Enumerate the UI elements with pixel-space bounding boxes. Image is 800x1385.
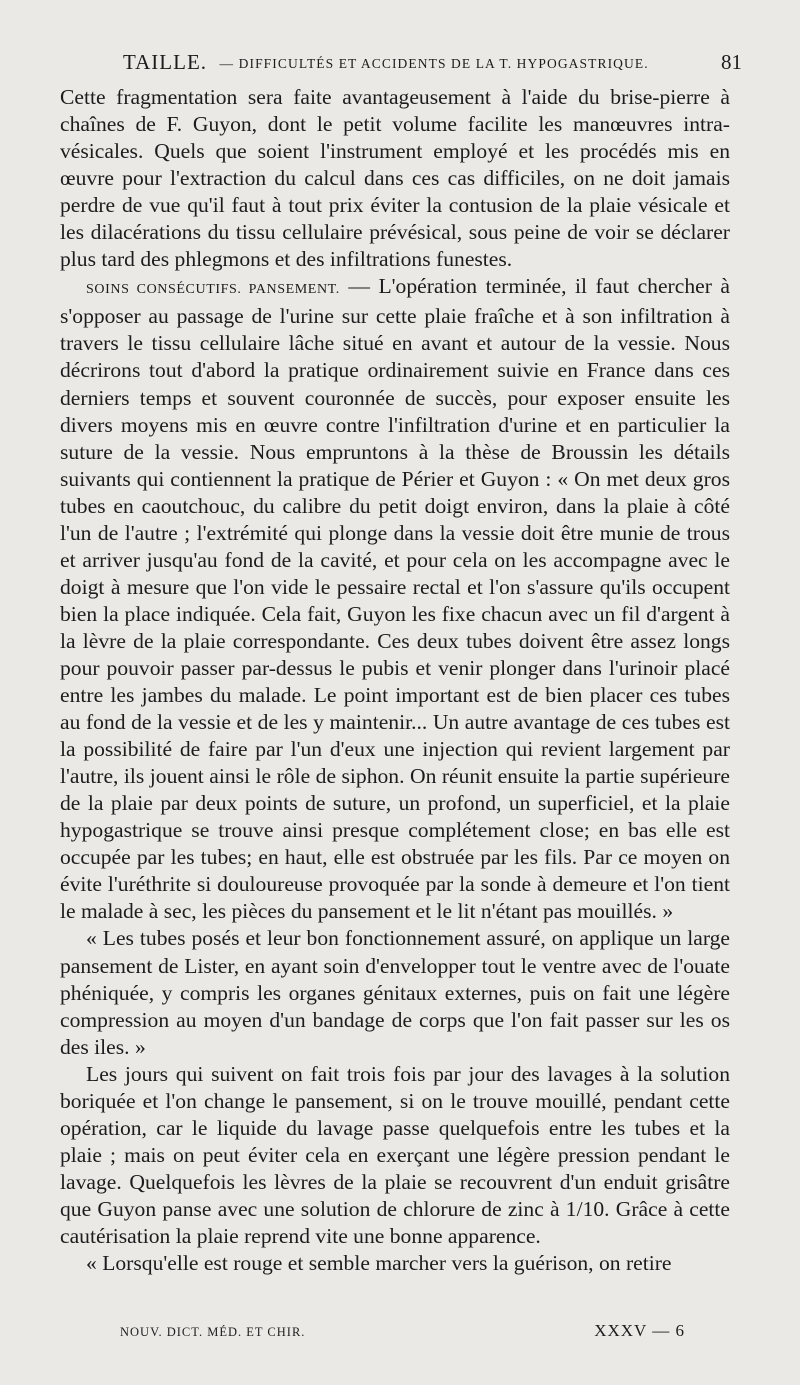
running-title-sub: — DIFFICULTÉS ET ACCIDENTS DE LA T. HYPOGASTRIQUE. xyxy=(219,56,649,71)
paragraph-1-text: Cette fragmentation sera faite avantageusement à l'aide du brise-pierre à chaînes de F. Guyon, dont le petit volume facilite les manœuvres intra-vésicales. Quels que soient l'instrument employé et les procédés mis en œuvre pour l'extraction du calcul dans ces cas difficiles, on ne doit jamais perdre de vue qu'il faut à tout prix éviter la contusion de la plaie vésicale et les dilacérations du tissu cellulaire prévésical, sous peine de voir se déclarer plus tard des phlegmons et des infiltrations funestes. xyxy=(60,85,730,272)
paragraph-4-text: Les jours qui suivent on fait trois fois par jour des lavages à la solution boriquée et l'on change le pansement, si on le trouve mouillé, pendant cette opération, car le liquide du lavage passe quelquefois entre les tubes et la plaie ; mais on peut éviter cela en exerçant une légère pression pendant le lavage. Quelquefois les lèvres de la plaie se recouvrent d'un enduit grisâtre que Guyon panse avec une solution de chlorure de zinc à 1/10. Grâce à cette cautérisation la plaie reprend vite une bonne apparence. xyxy=(60,1061,730,1248)
paragraph-2-text: — L'opération terminée, il faut chercher à s'opposer au passage de l'urine sur cette plaie fraîche et à son infiltration à travers le tissu cellulaire lâche situé en avant et autour de la vessie. Nous décrirons tout d'abord la pratique ordinairement suivie en France dans ces derniers temps et souvent couronnée de succès, pour exposer ensuite les divers moyens mis en œuvre contre l'infiltration d'urine et en particulier la suture de la vessie. Nous empruntons à la thèse de Broussin les détails suivants qui contiennent la pratique de Périer et Guyon : « On met deux gros tubes en caoutchouc, du calibre du petit doigt environ, dans la plaie à côté l'un de l'autre ; l'extrémité qui plonge dans la vessie doit être munie de trous et arriver jusqu'au fond de la cavité, et pour cela on les accompagne avec le doigt à mesure que l'on vide le pessaire rectal et l'on s'assure qu'ils occupent bien la place indiquée. Cela fait, Guyon les fixe chacun avec un fil d'argent à la lèvre de la plaie correspondante. Ces deux tubes doivent être assez longs pour pouvoir passer par-dessus le pubis et venir plonger dans l'urinoir placé entre les jambes du malade. Le point important est de bien placer ces tubes au fond de la vessie et de les y maintenir... Un autre avantage de ces tubes est la possibilité de faire par l'un d'eux une injection qui revient largement par l'autre, ils jouent ainsi le rôle de siphon. On réunit ensuite la partie supérieure de la plaie par deux points de suture, un profond, un superficiel, et la plaie hypogastrique se trouve ainsi presque complétement close; en bas elle est occupée par les tubes; en haut, elle est obstruée par les fils. Par ce moyen on évite l'uréthrite si douloureuse provoquée par la sonde à demeure et l'on tient le malade à sec, les pièces du pansement et le lit n'étant pas mouillés. » xyxy=(60,274,730,924)
page-footer xyxy=(120,1323,685,1345)
running-header xyxy=(60,50,742,76)
footer-signature-left: NOUV. DICT. MÉD. ET CHIR. xyxy=(120,1325,306,1339)
page-number: 81 xyxy=(721,50,742,74)
section-lead: SOINS CONSÉCUTIFS. PANSEMENT. xyxy=(86,282,340,298)
running-title-main: TAILLE. xyxy=(123,50,208,74)
paragraph-3 xyxy=(60,925,730,1060)
footer-signature-right: XXXV — 6 xyxy=(594,1321,685,1340)
running-title xyxy=(123,50,649,75)
paragraph-3-text: « Les tubes posés et leur bon fonctionnement assuré, on applique un large pansement de Lister, en ayant soin d'envelopper tout le ventre avec de l'ouate phéniquée, y compris les organes génitaux externes, puis on fait une légère compression au moyen d'un bandage de corps que l'on fait passer sur les os des iles. » xyxy=(60,926,730,1059)
body-text xyxy=(60,84,730,1277)
paragraph-1 xyxy=(60,84,730,273)
paragraph-5-text: « Lorsqu'elle est rouge et semble marcher vers la guérison, on retire xyxy=(86,1251,672,1276)
paragraph-2 xyxy=(60,273,730,925)
paragraph-5 xyxy=(60,1250,730,1277)
paragraph-4 xyxy=(60,1061,730,1250)
